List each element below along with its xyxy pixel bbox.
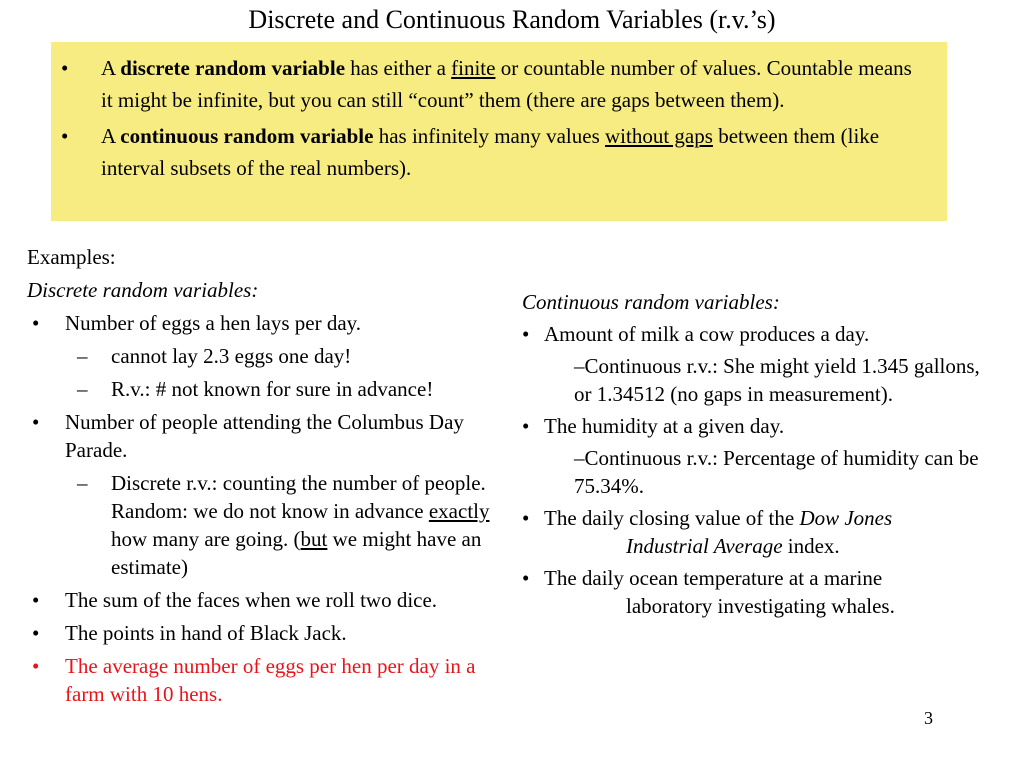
item-text: The humidity at a given day. (544, 414, 785, 438)
bullet-icon: • (522, 566, 530, 590)
bullet-icon: • (32, 410, 40, 434)
bullet-icon: • (32, 621, 40, 645)
text: A (101, 56, 121, 80)
item-text: The average number of eggs per hen per day in a farm with 10 hens. (65, 654, 476, 706)
dash-icon: – (77, 377, 88, 401)
text: or countable number of values. Countable means it might be infinite, but you can still “count” them (there are gaps between them). (101, 56, 912, 112)
item-text: we might have an estimate) (111, 527, 482, 579)
bullet-icon: • (522, 506, 530, 530)
underlined-without-gaps: without gaps (605, 124, 713, 148)
dash-icon: – (77, 344, 88, 368)
underlined-but: but (300, 527, 328, 551)
discrete-examples-column (27, 243, 507, 713)
item-text: The daily ocean temperature at a marine (544, 566, 883, 590)
item-text: cannot lay 2.3 eggs one day! (111, 344, 352, 368)
text: between them (like interval subsets of the real numbers). (101, 124, 880, 180)
item-text: Amount of milk a cow produces a day. (544, 322, 870, 346)
item-text: index. (782, 534, 840, 558)
continuous-examples-column (522, 288, 1002, 624)
definition-discrete (51, 52, 927, 116)
sub-list-item (27, 342, 507, 370)
term-continuous: continuous random variable (120, 124, 374, 148)
list-item (27, 408, 507, 464)
text: A (101, 124, 121, 148)
list-item (522, 564, 1002, 620)
examples-label: Examples: (27, 245, 116, 269)
list-item (27, 586, 507, 614)
list-item-highlighted (27, 652, 507, 708)
dash-icon: – (77, 471, 88, 495)
underlined-finite: finite (451, 56, 496, 80)
bullet-icon: • (522, 414, 530, 438)
item-text: how many are going. ( (111, 527, 301, 551)
definition-continuous (51, 120, 927, 184)
bullet-icon: • (522, 322, 530, 346)
item-text: Number of people attending the Columbus Day Parade. (65, 410, 464, 462)
list-item (27, 619, 507, 647)
page-number: 3 (924, 708, 933, 728)
bullet-icon: • (61, 124, 69, 148)
item-text: R.v.: # not known for sure in advance! (111, 377, 434, 401)
item-continuation: laboratory investigating whales. (626, 594, 895, 618)
sub-list-item: –Continuous r.v.: Percentage of humidity can be 75.34%. (574, 446, 979, 498)
continuous-heading: Continuous random variables: (522, 290, 780, 314)
discrete-heading: Discrete random variables: (27, 278, 259, 302)
item-text: The daily closing value of the (544, 506, 800, 530)
list-item (522, 320, 1002, 348)
sub-list-item (27, 469, 507, 581)
dow-jones-text: Dow Jones (799, 506, 893, 530)
underlined-exactly: exactly (428, 499, 490, 523)
industrial-average-text: Industrial Average (626, 534, 783, 558)
item-text: Discrete r.v.: counting the number of people. Random: we do not know in advance (111, 471, 486, 523)
item-continuation (544, 532, 1002, 560)
list-item (522, 412, 1002, 440)
list-item (522, 504, 1002, 560)
definition-box (51, 42, 947, 221)
bullet-icon: • (32, 588, 40, 612)
item-text: The points in hand of Black Jack. (65, 621, 347, 645)
term-discrete: discrete random variable (120, 56, 346, 80)
bullet-icon: • (32, 311, 40, 335)
bullet-icon: • (61, 56, 69, 80)
sub-list-item: –Continuous r.v.: She might yield 1.345 gallons, or 1.34512 (no gaps in measurement). (574, 354, 980, 406)
sub-list-item (27, 375, 507, 403)
item-text: Number of eggs a hen lays per day. (65, 311, 362, 335)
text: has infinitely many values (373, 124, 606, 148)
text: has either a (345, 56, 452, 80)
item-text: The sum of the faces when we roll two dice. (65, 588, 438, 612)
bullet-icon: • (32, 654, 40, 678)
slide-title: Discrete and Continuous Random Variables (r.v.’s) (248, 5, 776, 34)
list-item (27, 309, 507, 337)
